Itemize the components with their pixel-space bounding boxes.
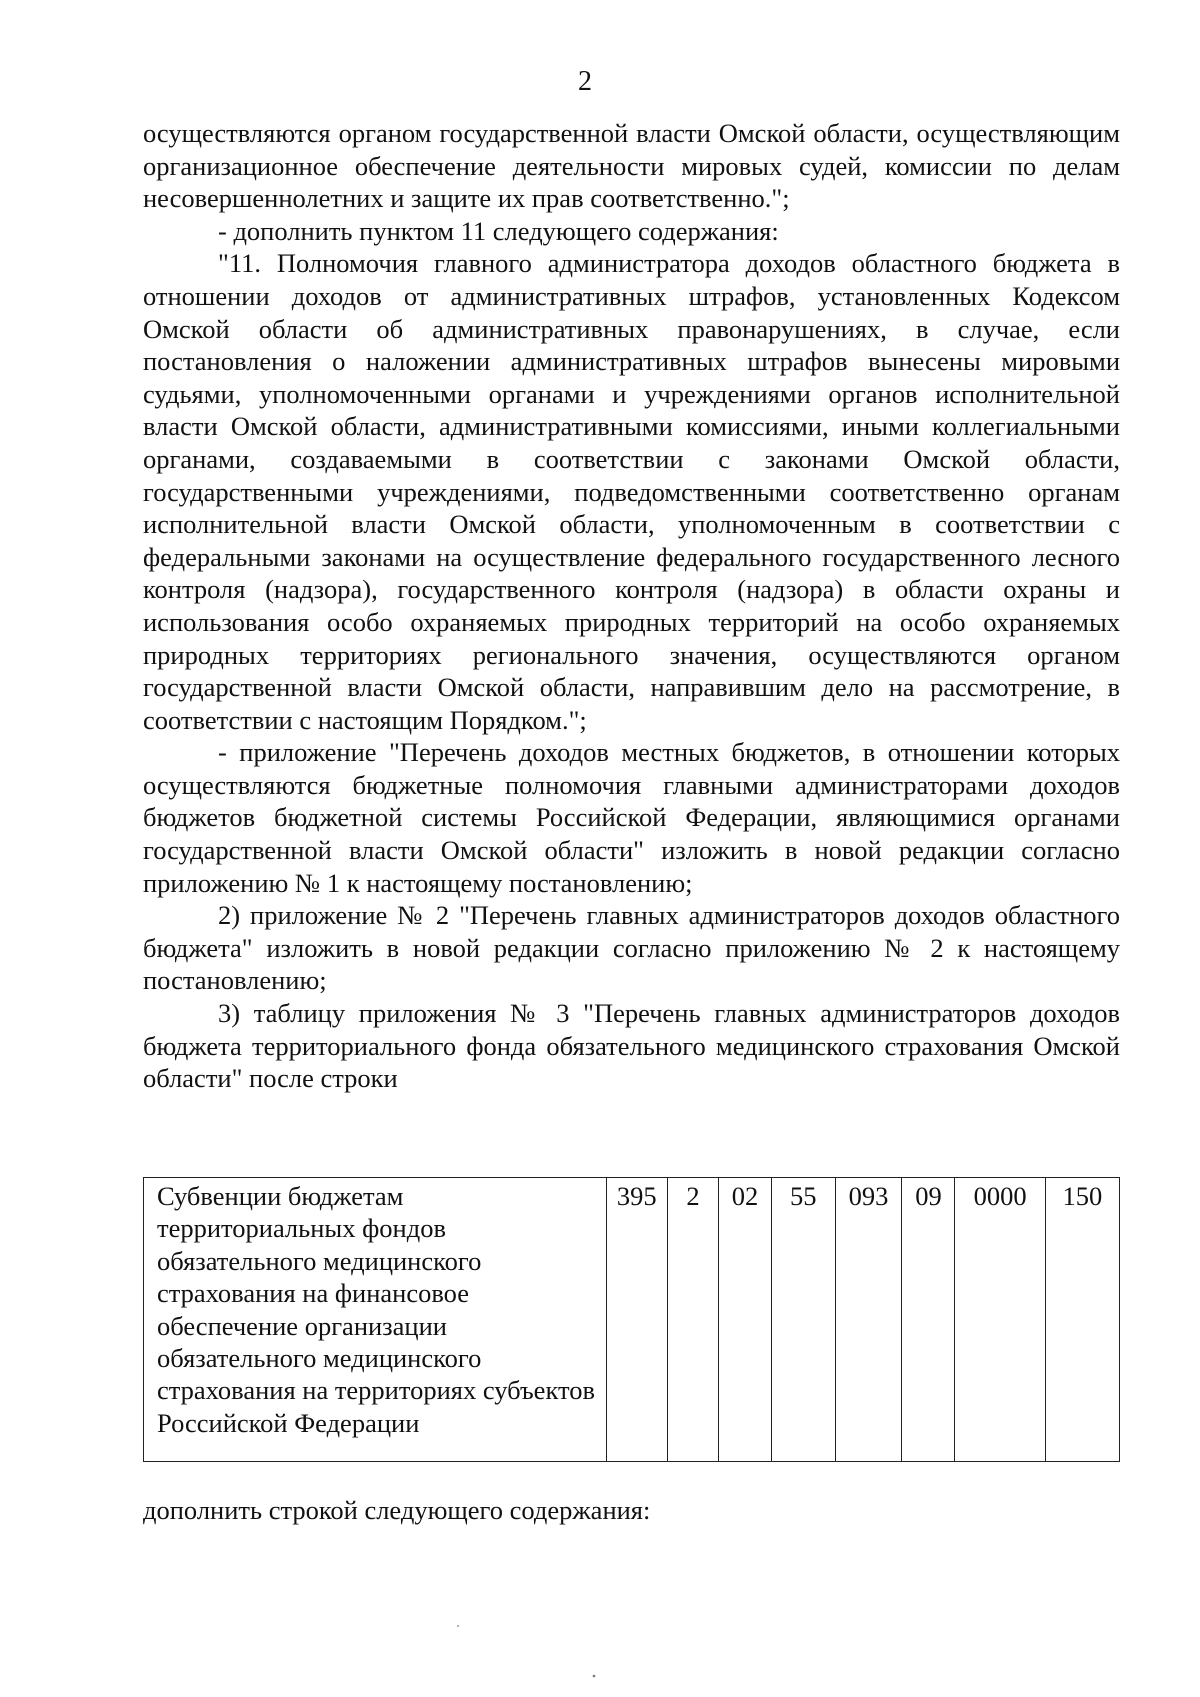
table-cell-code: 150	[1045, 1178, 1119, 1462]
paragraph-continuation: осуществляются органом государственной власти Омской области, осуществляющим организационное обеспечение деятельности мировых судей, комиссии по делам несовершеннолетних и защите их прав соответственно.";	[143, 118, 1120, 214]
paragraph-after-table: дополнить строкой следующего содержания:	[143, 1495, 651, 1525]
paragraph-appendix-3: 3) таблицу приложения № 3 "Перечень главных администраторов доходов бюджета территориального фонда обязательного медицинского страхования Омской области" после строки	[143, 998, 1120, 1094]
paragraph-appendix-local-budgets: - приложение "Перечень доходов местных бюджетов, в отношении которых осуществляются бюджетные полномочия главными администраторами доходов бюджетов бюджетной системы Российской Федерации, являющимися органами государственной власти Омской области" изложить в новой редакции согласно приложению № 1 к настоящему постановлению;	[143, 737, 1120, 898]
table-cell-code: 093	[835, 1178, 902, 1462]
table-cell-code: 02	[718, 1178, 771, 1462]
table-cell-code: 2	[668, 1178, 719, 1462]
paragraph-item-11: "11. Полномочия главного администратора доходов областного бюджета в отношении доходов от административных штрафов, установленных Кодексом Омской области об административных правонарушениях, в случае, если постановления о наложении административных штрафов вынесены мировыми судьями, уполномоченными органами и учреждениями органов исполнительной власти Омской области, административными комиссиями, иными коллегиальными органами, создаваемыми в соответствии с законами Омской области, государственными учреждениями, подведомственными соответственно органам исполнительной власти Омской области, уполномоченным в соответствии с федеральными законами на осуществление федерального государственного лесного контроля (надзора), государственного контроля (надзора) в области охраны и использования особо охраняемых природных территорий на особо охраняемых природных территориях регионального значения, осуществляются органом государственной власти Омской области, направившим дело на рассмотрение, в соответствии с настоящим Порядком.";	[143, 248, 1120, 735]
paragraph-appendix-2: 2) приложение № 2 "Перечень главных администраторов доходов областного бюджета" изложить в новой редакции согласно приложению № 2 к настоящему постановлению;	[143, 900, 1120, 996]
table-cell-code: 395	[606, 1178, 668, 1462]
page-number: 2	[578, 66, 592, 97]
table-cell-code: 0000	[955, 1178, 1045, 1462]
paragraph-add-item-11: - дополнить пунктом 11 следующего содержания:	[218, 215, 779, 246]
table-cell-description: Субвенции бюджетам территориальных фондов обязательного медицинского страхования на финансовое обеспечение организации обязательного медицинского страхования на территориях субъектов Российской Федерации	[144, 1178, 607, 1462]
table-cell-code: 55	[771, 1178, 835, 1462]
table-cell-code: 09	[902, 1178, 955, 1462]
